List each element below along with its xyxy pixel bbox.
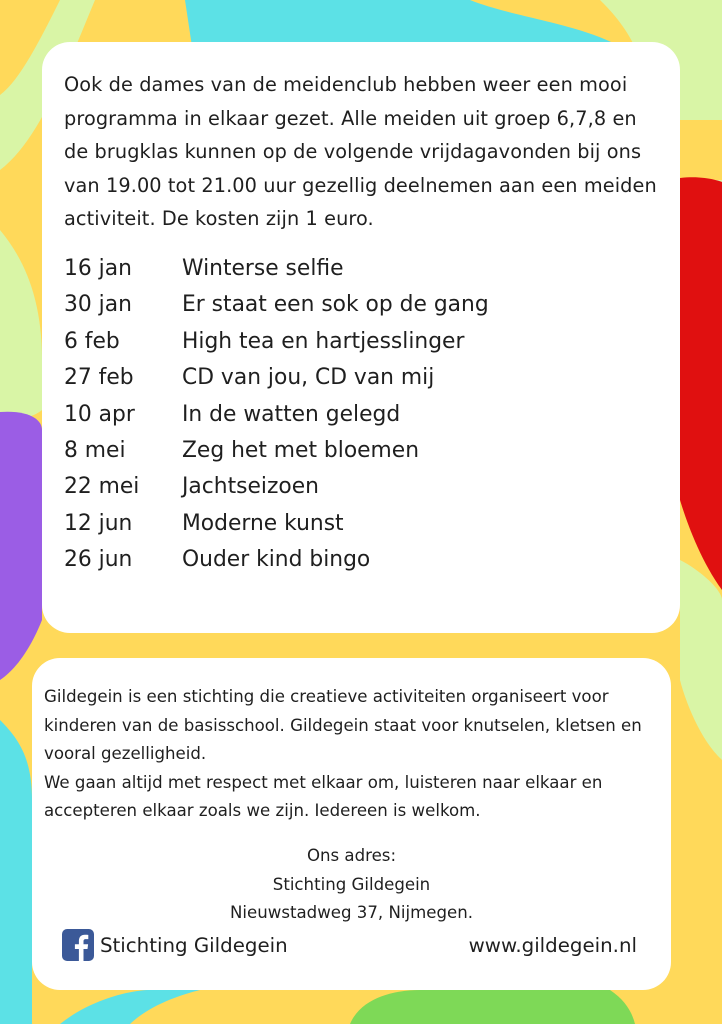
schedule-date: 12 jun xyxy=(64,510,133,536)
about-paragraph: We gaan altijd met respect met elkaar om, luisteren naar elkaar en accepteren elkaar zoals we zijn. Iedereen is welkom. xyxy=(44,772,603,821)
schedule-date: 16 jan xyxy=(64,255,132,281)
address-heading: Ons adres: xyxy=(306,845,397,865)
schedule-row xyxy=(64,360,658,396)
schedule-date: 26 jun xyxy=(64,547,133,573)
facebook-label: Stichting Gildegein xyxy=(100,933,288,957)
program-card xyxy=(42,42,680,633)
schedule-row xyxy=(64,397,658,433)
schedule-date: 22 mei xyxy=(64,474,140,500)
footer xyxy=(62,928,637,962)
schedule-activity: High tea en hartjesslinger xyxy=(182,328,465,354)
address-name: Stichting Gildegein xyxy=(272,874,431,894)
schedule-activity: Ouder kind bingo xyxy=(182,547,371,573)
schedule-row xyxy=(64,251,658,287)
about-paragraph: Gildegein is een stichting die creatieve activiteiten organiseert voor kinderen van de basisschool. Gildegein staat voor knutselen, kletsen en vooral gezelligheid. xyxy=(44,687,642,764)
schedule-activity: CD van jou, CD van mij xyxy=(182,365,435,391)
about-card xyxy=(32,658,671,990)
schedule-row xyxy=(64,469,658,505)
intro-text: Ook de dames van de meidenclub hebben weer een mooi programma in elkaar gezet. Alle meiden uit groep 6,7,8 en de brugklas kunnen op de volgende vrijdagavonden bij ons van 19.00 tot 21.00 uur gezellig deelnemen aan een meiden activiteit. De kosten zijn 1 euro. xyxy=(64,73,657,231)
schedule-date: 30 jan xyxy=(64,292,132,318)
schedule-activity: Jachtseizoen xyxy=(182,474,319,500)
schedule-list xyxy=(64,251,658,579)
schedule-activity: Er staat een sok op de gang xyxy=(182,292,489,318)
website-link[interactable]: www.gildegein.nl xyxy=(468,933,637,957)
schedule-row xyxy=(64,506,658,542)
address-street: Nieuwstadweg 37, Nijmegen. xyxy=(230,903,473,923)
schedule-activity: Moderne kunst xyxy=(182,510,344,536)
schedule-date: 27 feb xyxy=(64,365,134,391)
schedule-date: 6 feb xyxy=(64,328,120,354)
schedule-row xyxy=(64,324,658,360)
schedule-activity: Zeg het met bloemen xyxy=(182,438,420,463)
schedule-row xyxy=(64,287,658,323)
address-block xyxy=(44,842,659,928)
about-text xyxy=(44,683,659,826)
schedule-row xyxy=(64,433,658,469)
schedule-row xyxy=(64,542,658,578)
schedule-activity: Winterse selfie xyxy=(182,255,344,281)
facebook-icon xyxy=(62,929,94,961)
schedule-date: 8 mei xyxy=(64,438,126,463)
schedule-activity: In de watten gelegd xyxy=(182,401,401,427)
schedule-date: 10 apr xyxy=(64,401,135,427)
facebook-link[interactable] xyxy=(62,929,288,961)
